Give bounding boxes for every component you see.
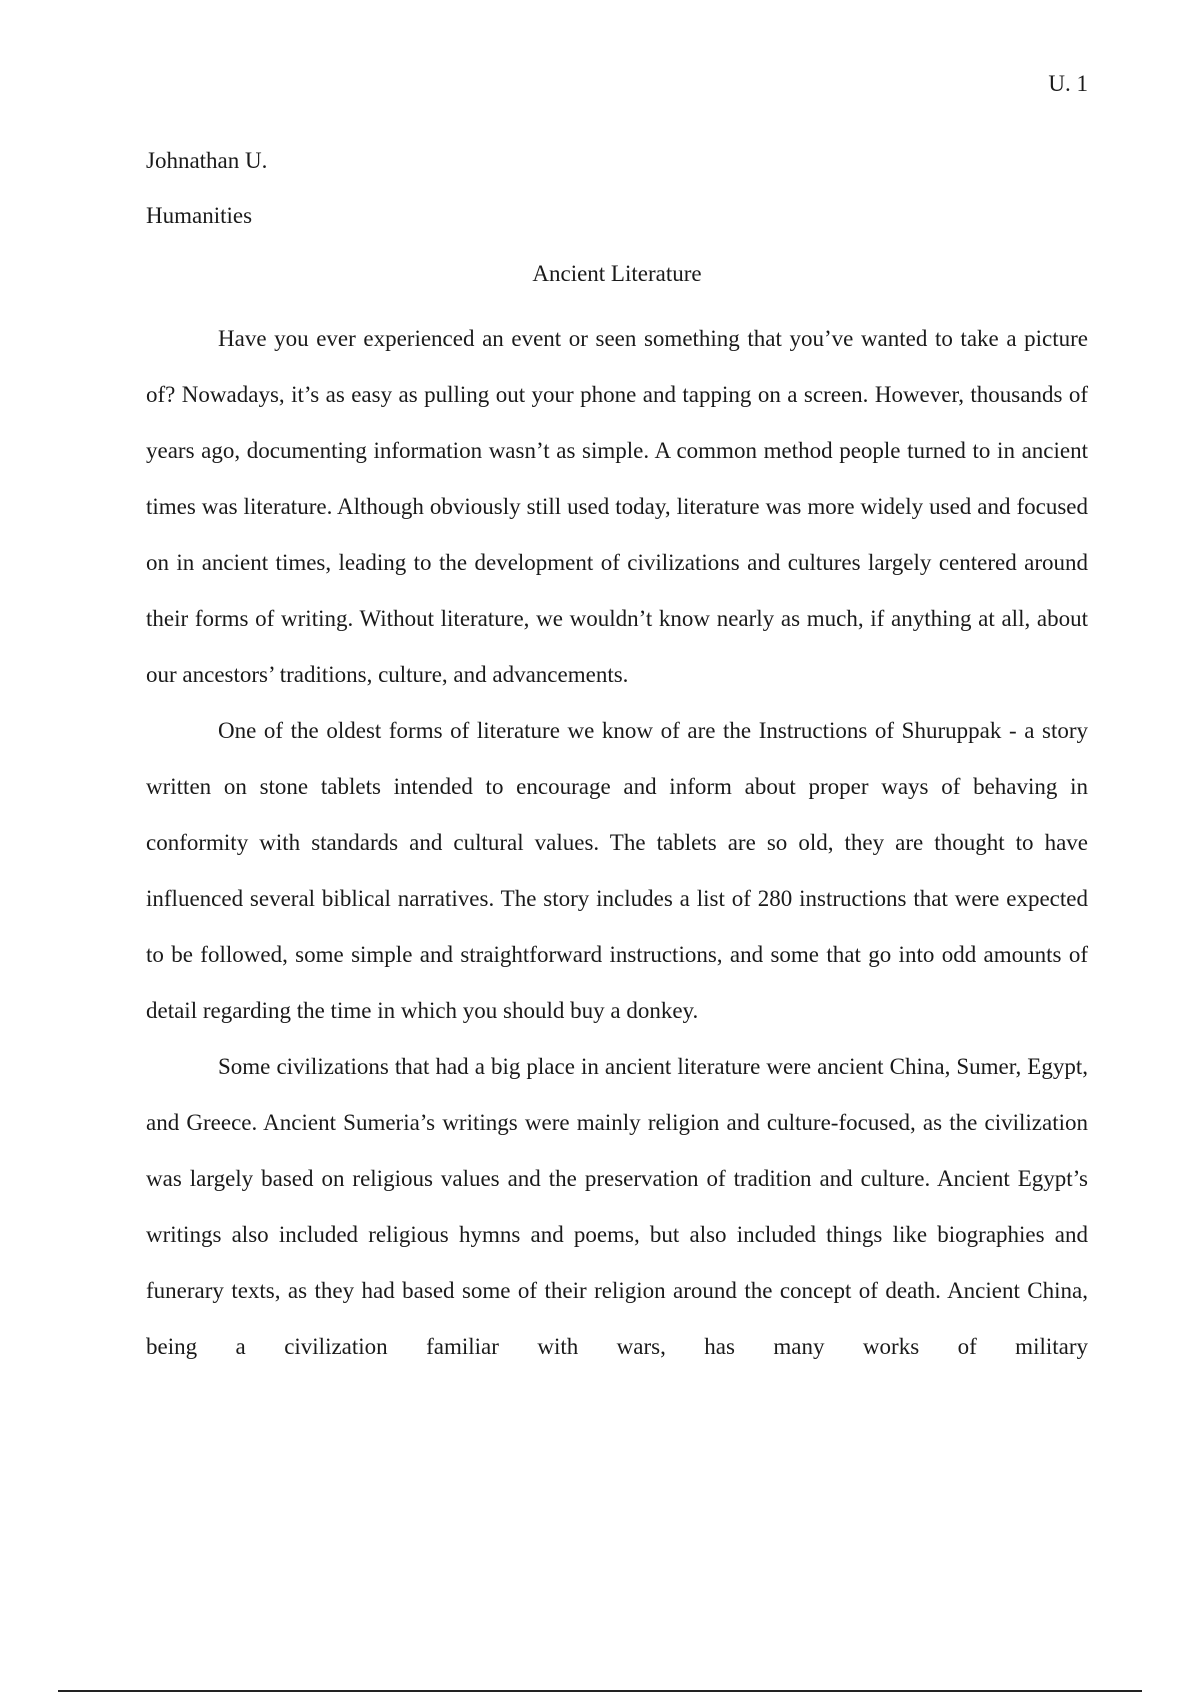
page-bottom-rule — [58, 1690, 1142, 1692]
paragraph-2: One of the oldest forms of literature we know of are the Instructions of Shuruppak - a story written on stone tablets intended to encourage and inform about proper ways of behaving in conformity with standards and cultural values. The tablets are so old, they are thought to have influenced several biblical narratives. The story includes a list of 280 instructions that were expected to be followed, some simple and straightforward instructions, and some that go into odd amounts of detail regarding the time in which you should buy a donkey. — [146, 718, 1088, 1023]
course-name: Humanities — [146, 203, 253, 228]
author-name: Johnathan U. — [146, 148, 268, 173]
paragraph-1: Have you ever experienced an event or seen something that you’ve wanted to take a picture of? Nowadays, it’s as easy as pulling out your phone and tapping on a screen. However, thousands of years ago, documenting information wasn’t as simple. A common method people turned to in ancient times was literature. Although obviously still used today, literature was more widely used and focused on in ancient times, leading to the development of civilizations and cultures largely centered around their forms of writing. Without literature, we wouldn’t know nearly as much, if anything at all, about our ancestors’ traditions, culture, and advancements. — [146, 326, 1088, 687]
paragraph-3: Some civilizations that had a big place in ancient literature were ancient China, Sumer, Egypt, and Greece. Ancient Sumeria’s writings were mainly religion and culture-focused, as the civilization was largely based on religious values and the preservation of tradition and culture. Ancient Egypt’s writings also included religious hymns and poems, but also included things like biographies and funerary texts, as they had based some of their religion around the concept of death. Ancient China, being a civilization familiar with wars, has many works of military — [146, 1054, 1088, 1359]
document-title: Ancient Literature — [532, 261, 702, 286]
page-number: U. 1 — [1048, 71, 1088, 96]
document-body — [146, 146, 1088, 1375]
